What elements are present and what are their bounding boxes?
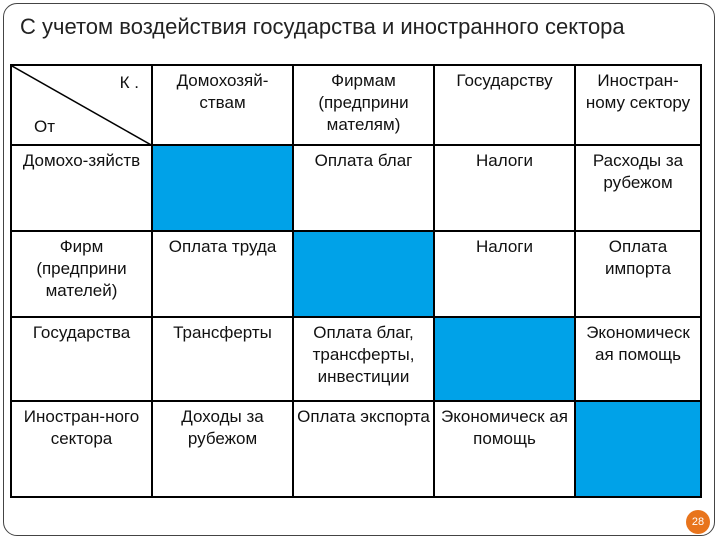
table-cell: Доходы за рубежом [152,401,293,497]
slide-title: С учетом воздействия государства и иностранного сектора [20,14,625,39]
table-row [11,145,701,231]
header-firms: Фирмам (предприни мателям) [293,65,434,145]
diagonal-blue-cell [434,317,575,401]
header-government: Государству [434,65,575,145]
header-foreign: Иностран-ному сектору [575,65,701,145]
row-label: Фирм (предприни мателей) [11,231,152,317]
table-cell: Трансферты [152,317,293,401]
corner-from-label: От [34,116,56,136]
row-label: Домохо-зяйств [11,145,152,231]
table-cell: Налоги [434,145,575,231]
corner-to-label: К . [119,73,139,92]
header-row [11,65,701,145]
diagonal-blue-cell [575,401,701,497]
row-label: Иностран-ного сектора [11,401,152,497]
row-label: Государства [11,317,152,401]
table-cell: Налоги [434,231,575,317]
table-row [11,231,701,317]
table-cell: Расходы за рубежом [575,145,701,231]
table-cell: Оплата импорта [575,231,701,317]
table-cell: Экономическ ая помощь [575,317,701,401]
diagonal-blue-cell [152,145,293,231]
table-cell: Оплата труда [152,231,293,317]
header-households: Домохозяй-ствам [152,65,293,145]
page-number-badge: 28 [686,510,710,534]
diagonal-blue-cell [293,231,434,317]
table-cell: Оплата экспорта [293,401,434,497]
table-row [11,317,701,401]
table-cell: Оплата благ, трансферты, инвестиции [293,317,434,401]
corner-cell [11,65,152,145]
table-cell: Экономическ ая помощь [434,401,575,497]
flows-table [10,64,702,498]
table-row [11,401,701,497]
table-cell: Оплата благ [293,145,434,231]
